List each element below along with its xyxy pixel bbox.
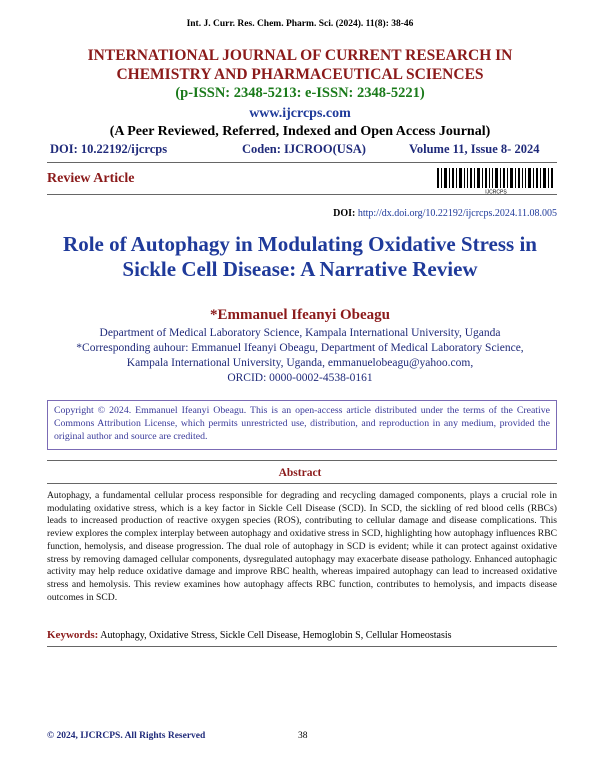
affiliation-line-1: Department of Medical Laboratory Science, Kampala International University, Uganda — [99, 327, 501, 339]
abstract-divider — [47, 460, 557, 461]
journal-issn: (p-ISSN: 2348-5213: e-ISSN: 2348-5221) — [175, 85, 425, 101]
keywords — [47, 629, 557, 641]
abstract-heading: Abstract — [278, 467, 322, 479]
journal-meta-row — [47, 142, 557, 158]
journal-title-line-2: CHEMISTRY AND PHARMACEUTICAL SCIENCES — [116, 66, 484, 83]
keywords-divider — [47, 646, 557, 647]
running-header: Int. J. Curr. Res. Chem. Pharm. Sci. (2024). 11(8): 38-46 — [186, 19, 414, 29]
barcode-label: IJCRCPS — [485, 189, 507, 194]
abstract-heading-divider — [47, 483, 557, 484]
type-divider — [47, 194, 557, 195]
journal-doi: DOI: 10.22192/ijcrcps — [50, 142, 168, 156]
affiliation-line-4: ORCID: 0000-0002-4538-0161 — [227, 372, 373, 384]
keywords-label: Keywords: — [47, 629, 99, 641]
header-divider — [47, 162, 557, 163]
article-title-line-2: Sickle Cell Disease: A Narrative Review — [122, 257, 478, 281]
author-name: *Emmanuel Ifeanyi Obeagu — [209, 307, 390, 323]
copyright-notice: Copyright © 2024. Emmanuel Ifeanyi Obeagu. This is an open-access article distributed under the terms of the Creative Commons Attribution License, which permits unrestricted use, distribution, and reproduction in any medium, provided the original author and source are credited. — [47, 400, 557, 450]
article-type: Review Article — [47, 171, 135, 186]
article-title — [0, 232, 600, 282]
article-doi-label: DOI: — [333, 208, 356, 219]
affiliation-line-2: *Corresponding auhour: Emmanuel Ifeanyi Obeagu, Department of Medical Laboratory Science, — [76, 342, 524, 354]
affiliation-line-3: Kampala International University, Uganda, emmanuelobeagu@yahoo.com, — [126, 357, 474, 369]
journal-peer-review-note: (A Peer Reviewed, Referred, Indexed and Open Access Journal) — [109, 124, 491, 139]
article-title-line-1: Role of Autophagy in Modulating Oxidative Stress in — [63, 232, 537, 256]
barcode-icon — [437, 168, 555, 194]
journal-volume: Volume 11, Issue 8- 2024 — [409, 142, 540, 156]
footer-copyright: © 2024, IJCRCPS. All Rights Reserved — [47, 731, 206, 741]
abstract-text: Autophagy, a fundamental cellular process responsible for degrading and recycling damaged components, plays a crucial role in modulating oxidative stress, which is a key factor in Sickle Cell Disease (SCD). In SCD, the sickling of red blood cells (RBCs) leads to increased production of reactive oxygen species (ROS), contributing to cellular damage and disease complications. This review explores the complex interplay between autophagy and oxidative stress in SCD, highlighting how autophagy influences RBC function, hemolysis, and disease progression. The dual role of autophagy in SCD is evident; while it can protect against oxidative stress by removing damaged cellular components, dysregulated autophagy may exacerbate disease pathology. Enhanced autophagic activity may help reduce oxidative damage and improve RBC health, whereas impaired autophagy can lead to increased oxidative stress and hemolysis. This review examines how autophagy affects RBC function, contributes to hemolysis, and impacts disease outcomes in SCD. — [47, 490, 557, 603]
journal-coden: Coden: IJCROO(USA) — [242, 142, 366, 156]
article-doi — [333, 208, 557, 219]
journal-title-line-1: INTERNATIONAL JOURNAL OF CURRENT RESEARCH IN — [87, 47, 513, 64]
page-number: 38 — [298, 731, 308, 741]
keywords-text: Autophagy, Oxidative Stress, Sickle Cell Disease, Hemoglobin S, Cellular Homeostasis — [98, 630, 452, 641]
journal-url[interactable]: www.ijcrcps.com — [249, 106, 351, 121]
article-doi-link[interactable]: http://dx.doi.org/10.22192/ijcrcps.2024.11.08.005 — [357, 208, 557, 219]
